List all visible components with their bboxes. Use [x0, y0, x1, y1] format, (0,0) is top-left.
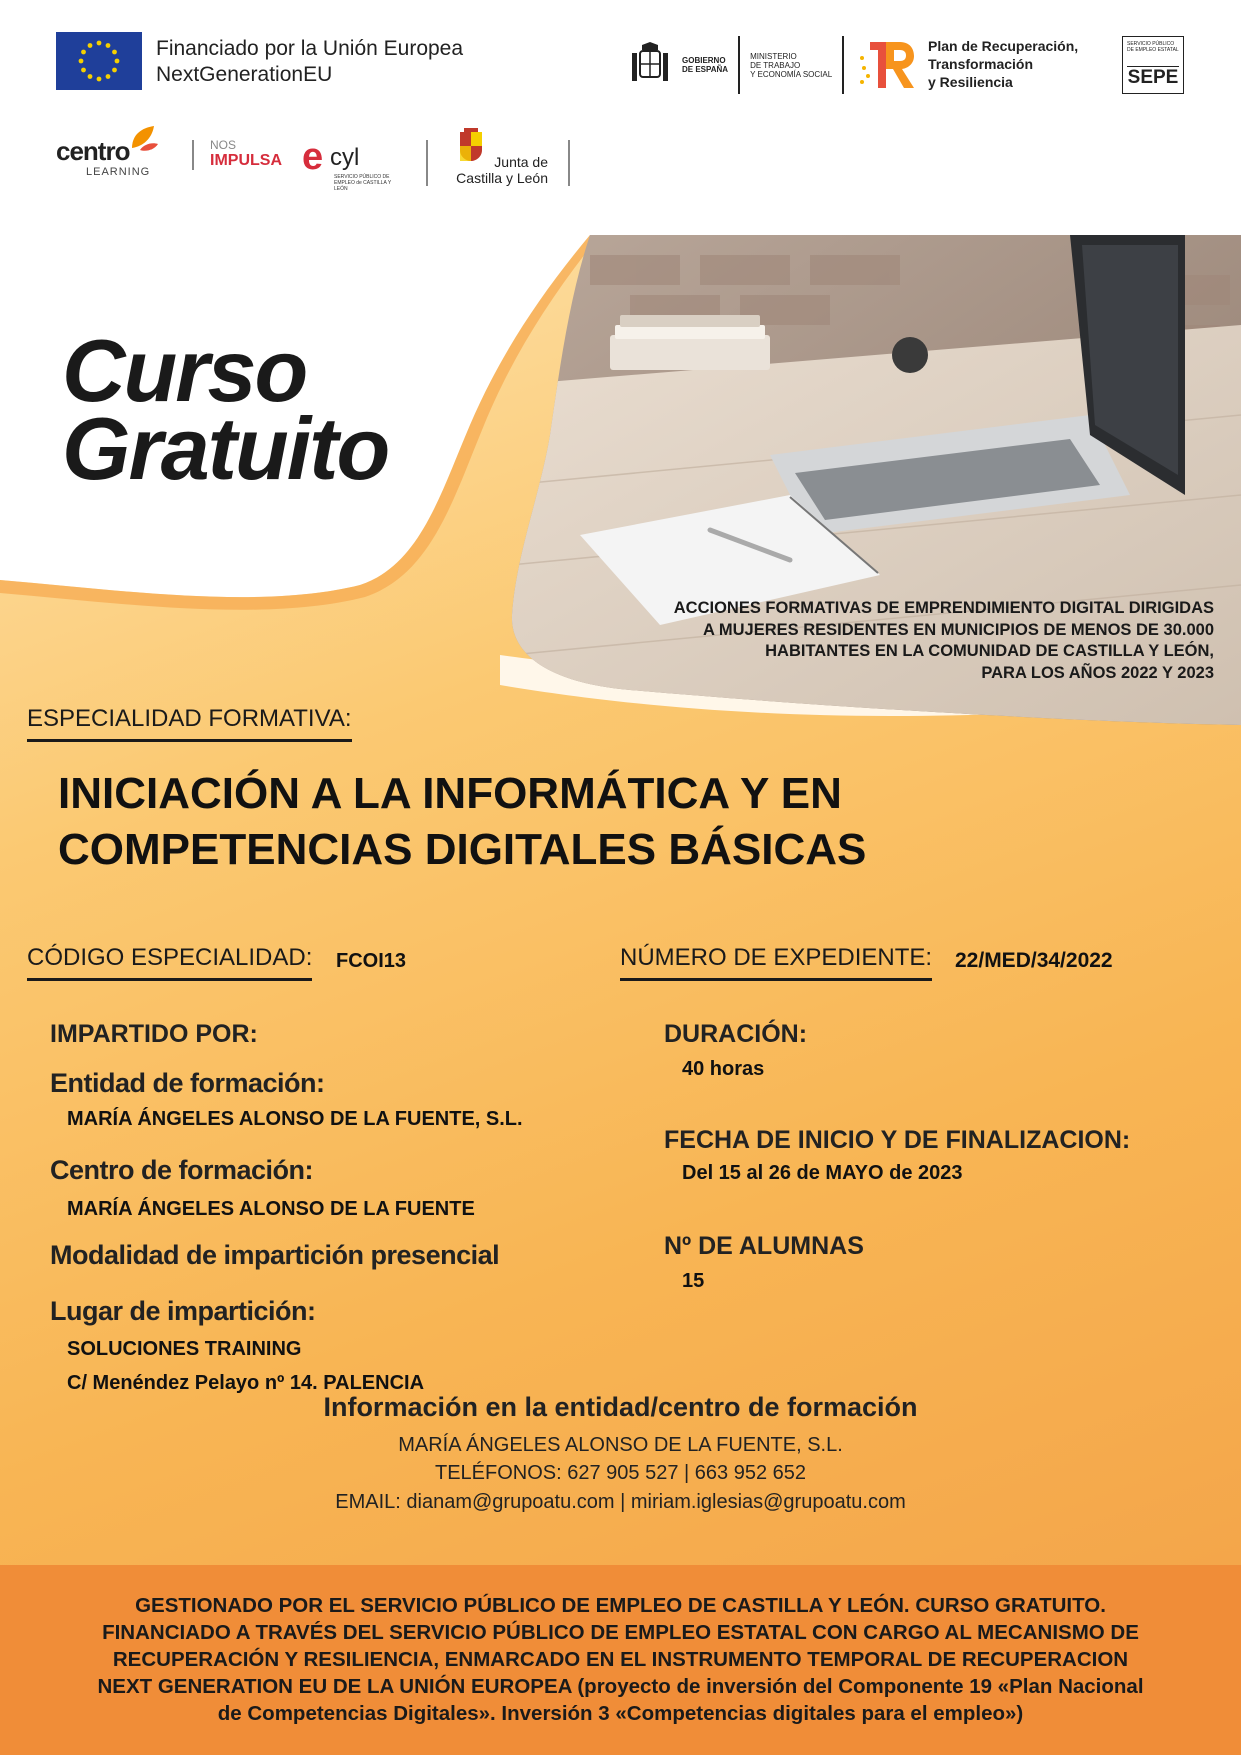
centro-word: centro	[56, 136, 130, 166]
ecyl-text: cyl	[330, 144, 360, 171]
junta-text: Junta de Castilla y León	[456, 154, 548, 186]
plan-recuperacion-logo	[856, 36, 1078, 92]
nos-text: NOS	[210, 138, 237, 152]
sepe-small-text: SERVICIO PÚBLICO DE EMPLEO ESTATAL	[1127, 41, 1179, 53]
eu-stars-icon	[56, 32, 142, 90]
divider	[426, 140, 428, 186]
ecyl-logo	[302, 136, 412, 192]
hero-title: Curso Gratuito	[62, 321, 389, 498]
leaf-icon	[126, 122, 160, 152]
fecha-label: FECHA DE INICIO Y DE FINALIZACION:	[664, 1126, 1131, 1154]
coat-of-arms-icon	[628, 41, 672, 89]
info-company: MARÍA ÁNGELES ALONSO DE LA FUENTE, S.L.	[398, 1434, 843, 1456]
modalidad-text: Modalidad de impartición presencial	[50, 1240, 500, 1270]
especialidad-label: ESPECIALIDAD FORMATIVA:	[27, 705, 352, 742]
lugar-line-2: C/ Menéndez Pelayo nº 14. PALENCIA	[67, 1372, 425, 1394]
gobierno-logo-block	[628, 34, 844, 96]
entidad-formacion-label: Entidad de formación:	[50, 1068, 325, 1098]
centro-sub: LEARNING	[86, 166, 151, 178]
footer-text: GESTIONADO POR EL SERVICIO PÚBLICO DE EMPLEO DE CASTILLA Y LEÓN. CURSO GRATUITO. FINANCIADO A TRAVÉS DEL SERVICIO PÚBLICO DE EMPLEO ESTATAL CON CARGO AL MECANISMO DE RECUPERACIÓN Y RESILIENCIA, ENMARCADO EN EL INSTRUMENTO TEMPORAL DE RECUPERACION NEXT GENERATION EU DE LA UNIÓN EUROPEA (proyecto de inversión del Componente 19 «Plan Nacional de Competencias Digitales». Inversión 3 «Competencias digitales para el empleo»)	[97, 1594, 1144, 1725]
numero-expediente-value: 22/MED/34/2022	[955, 949, 1113, 972]
codigo-especialidad-value: FCOI13	[336, 950, 407, 972]
divider	[842, 36, 844, 94]
centro-learning-logo	[56, 122, 166, 186]
ecyl-small-text: SERVICIO PÚBLICO DE EMPLEO de CASTILLA Y LEÓN	[334, 174, 392, 192]
ecyl-e-icon: e	[302, 136, 324, 178]
info-phones: TELÉFONOS: 627 905 527 | 663 952 652	[435, 1462, 806, 1484]
eu-flag-logo	[56, 32, 142, 90]
course-title: INICIACIÓN A LA INFORMÁTICA Y EN COMPETENCIAS DIGITALES BÁSICAS	[58, 769, 867, 874]
sepe-text: SEPE	[1127, 67, 1179, 88]
plan-recuperacion-text: Plan de Recuperación, Transformación y Resiliencia	[928, 38, 1079, 90]
info-emails: EMAIL: dianam@grupoatu.com | miriam.iglesias@grupoatu.com	[335, 1491, 906, 1513]
divider	[568, 140, 570, 186]
numero-expediente-label: NÚMERO DE EXPEDIENTE:	[620, 944, 932, 981]
fecha-value: Del 15 al 26 de MAYO de 2023	[682, 1162, 963, 1184]
lugar-imparticion-label: Lugar de impartición:	[50, 1296, 316, 1326]
divider	[738, 36, 740, 94]
centro-formacion-label: Centro de formación:	[50, 1155, 314, 1185]
duracion-label: DURACIÓN:	[664, 1020, 808, 1048]
centro-formacion-value: MARÍA ÁNGELES ALONSO DE LA FUENTE	[67, 1198, 475, 1220]
program-caption: ACCIONES FORMATIVAS DE EMPRENDIMIENTO DIGITAL DIRIGIDAS A MUJERES RESIDENTES EN MUNICIPIOS DE MENOS DE 30.000 HABITANTES EN LA COMUNIDAD DE CASTILLA Y LEÓN, PARA LOS AÑOS 2022 Y 2023	[673, 599, 1214, 682]
sepe-logo	[1122, 36, 1184, 94]
entidad-formacion-value: MARÍA ÁNGELES ALONSO DE LA FUENTE, S.L.	[67, 1108, 523, 1130]
info-title: Información en la entidad/centro de formación	[323, 1392, 918, 1422]
impartido-por-heading: IMPARTIDO POR:	[50, 1020, 258, 1048]
gobierno-text: GOBIERNO DE ESPAÑA	[682, 56, 729, 74]
codigo-especialidad-label: CÓDIGO ESPECIALIDAD:	[27, 944, 312, 981]
divider	[192, 140, 194, 170]
eu-funding-text: Financiado por la Unión Europea NextGenerationEU	[156, 37, 464, 86]
alumnas-label: Nº DE ALUMNAS	[664, 1232, 864, 1260]
lugar-line-1: SOLUCIONES TRAINING	[67, 1338, 302, 1360]
ministerio-text: MINISTERIO DE TRABAJO Y ECONOMÍA SOCIAL	[750, 51, 833, 79]
impulsa-text: IMPULSA	[210, 152, 282, 169]
alumnas-value: 15	[682, 1270, 705, 1292]
duracion-value: 40 horas	[682, 1058, 765, 1080]
junta-logo	[448, 126, 568, 190]
prtr-r-icon	[856, 36, 918, 92]
